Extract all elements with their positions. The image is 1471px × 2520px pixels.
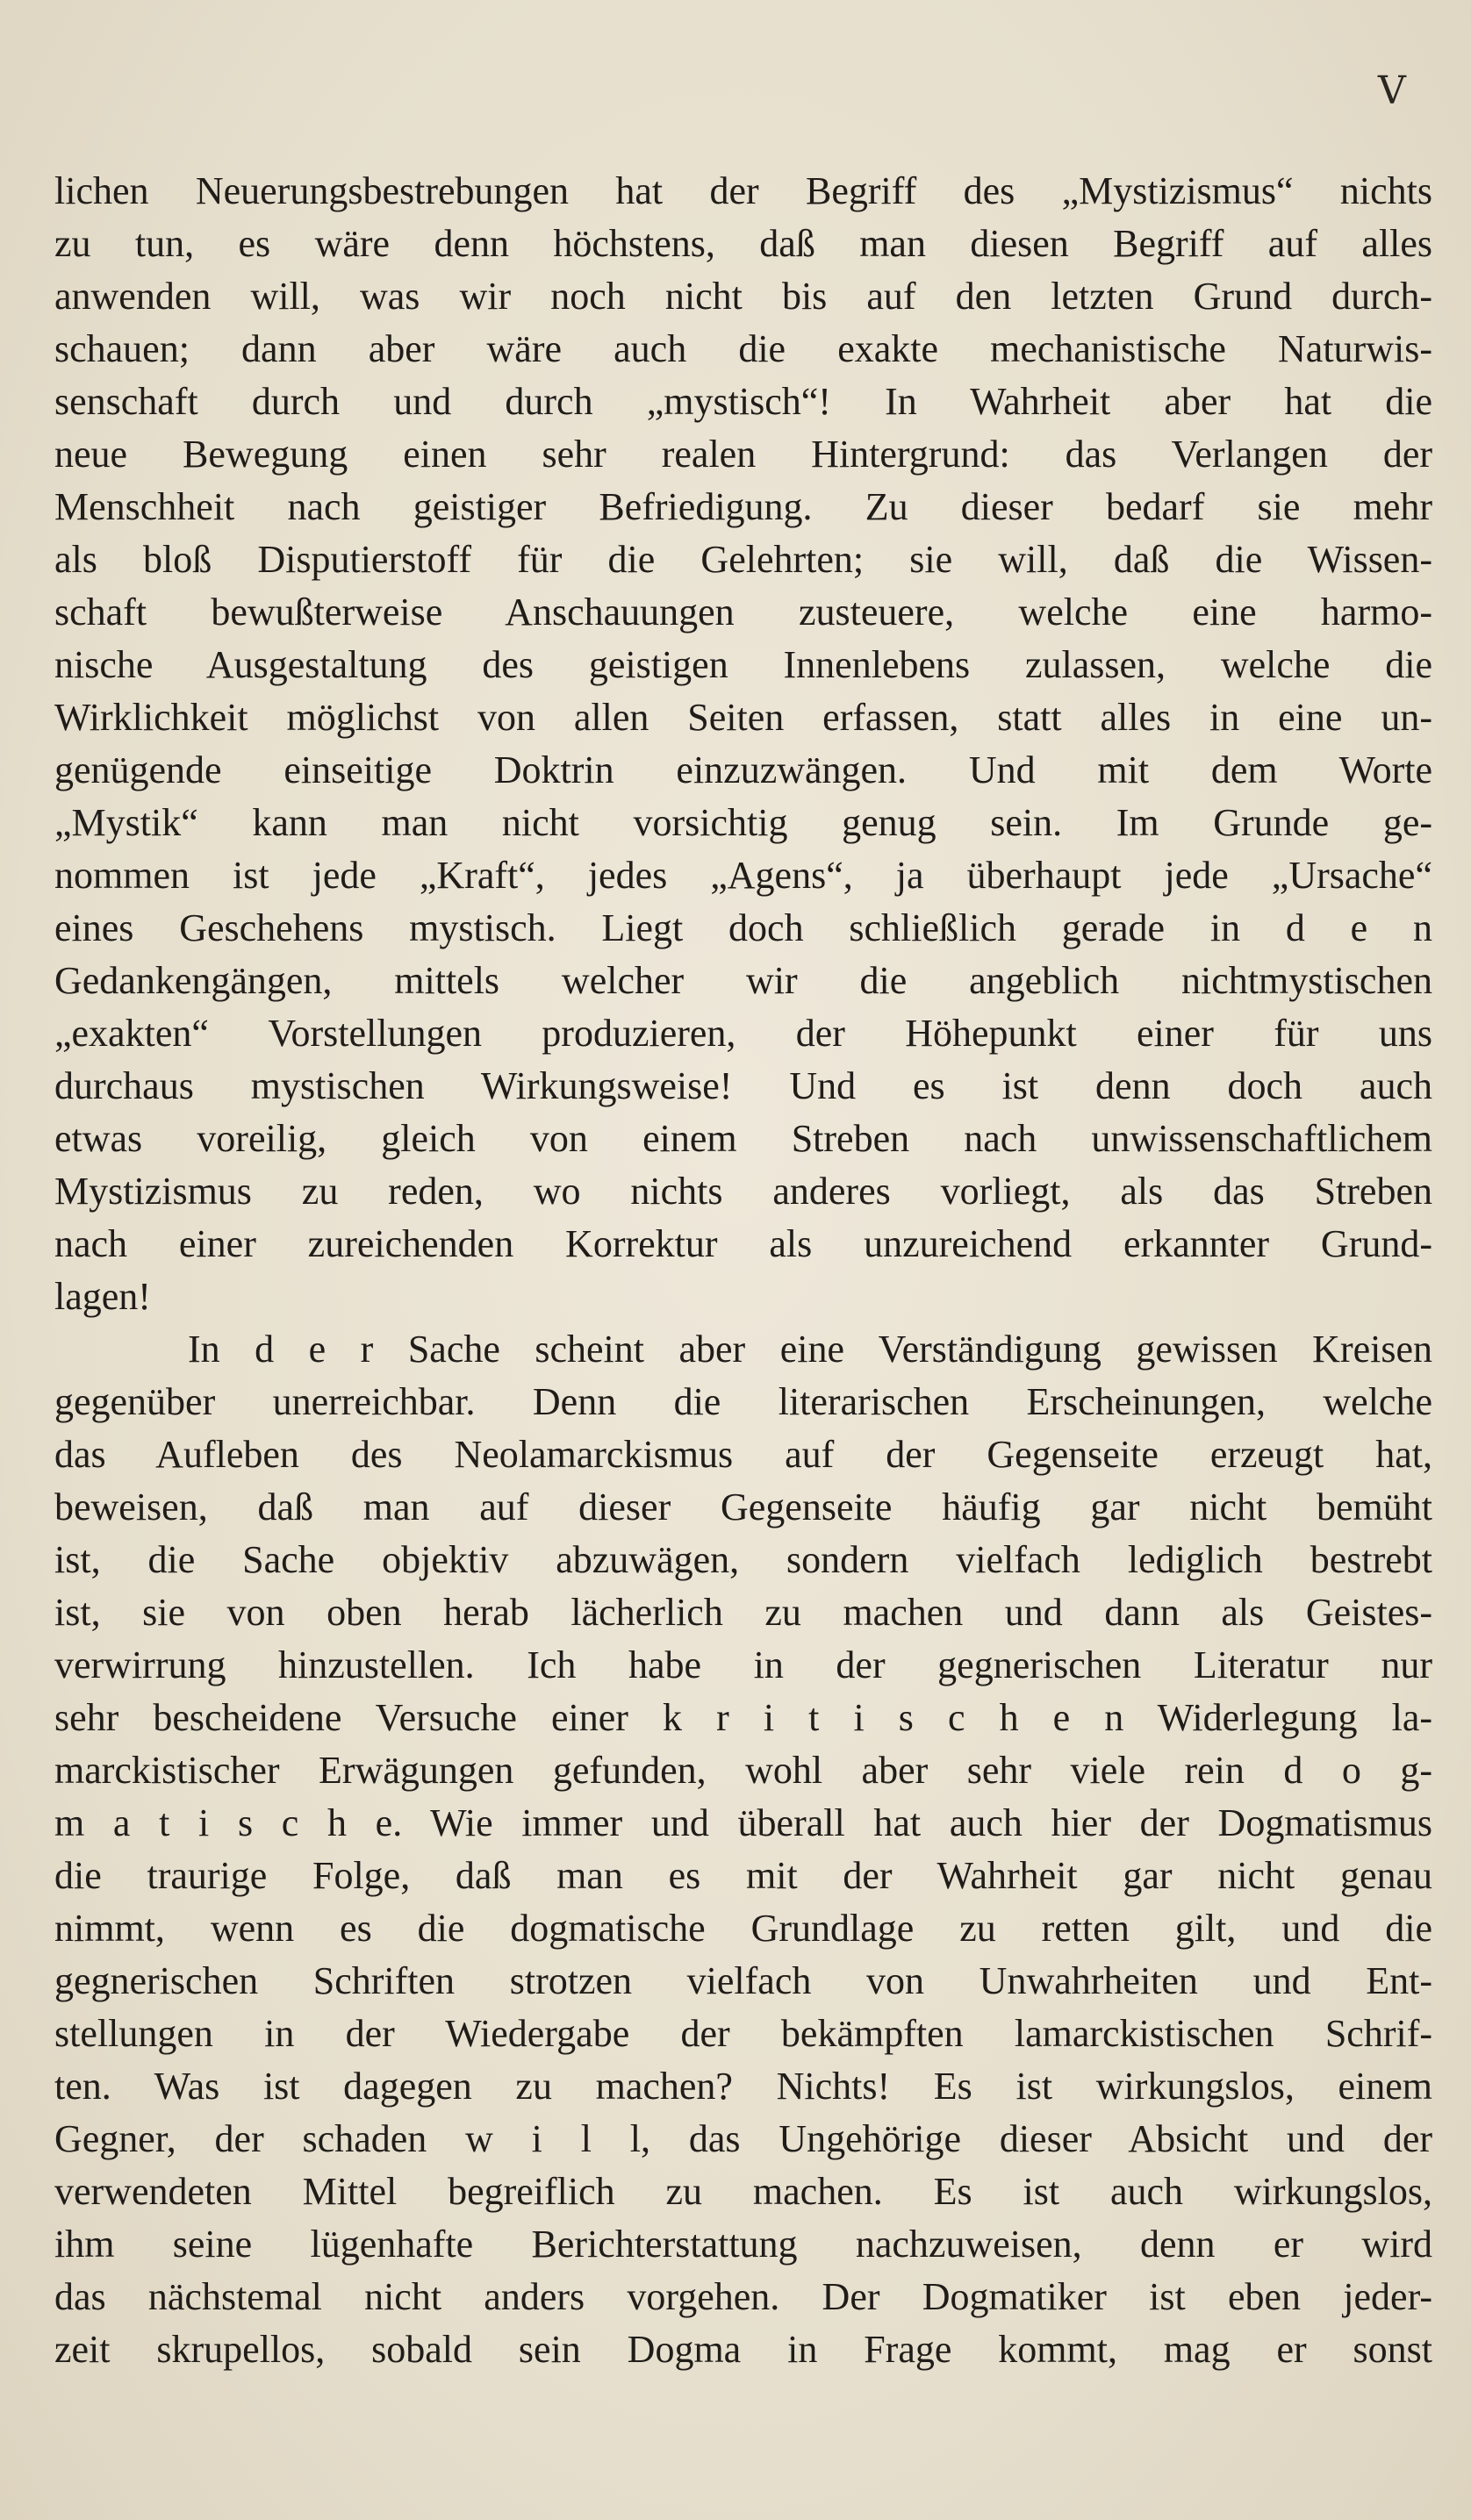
- paragraph-end-line: lagen!: [54, 1275, 151, 1318]
- text-line: das Aufleben des Neolamarckismus auf der Gegenseite erzeugt hat,: [54, 1433, 1432, 1476]
- text-line: schaft bewußterweise Anschauungen zusteuere, welche eine harmo-: [54, 591, 1432, 634]
- text-line: neue Bewegung einen sehr realen Hintergrund: das Verlangen der: [54, 433, 1432, 476]
- text-line: marckistischer Erwägungen gefunden, wohl aber sehr viele rein d o g-: [54, 1749, 1432, 1792]
- text-line: ist, sie von oben herab lächerlich zu machen und dann als Geistes-: [54, 1591, 1432, 1634]
- text-line: nische Ausgestaltung des geistigen Innenlebens zulassen, welche die: [54, 643, 1432, 686]
- text-line: Gegner, der schaden w i l l, das Ungehörige dieser Absicht und der: [54, 2117, 1432, 2160]
- text-line: beweisen, daß man auf dieser Gegenseite häufig gar nicht bemüht: [54, 1486, 1432, 1528]
- page-number: V: [1378, 68, 1406, 113]
- text-line: verwirrung hinzustellen. Ich habe in der gegnerischen Literatur nur: [54, 1643, 1432, 1686]
- text-line: etwas voreilig, gleich von einem Streben nach unwissenschaftlichem: [54, 1117, 1432, 1160]
- text-line: Mystizismus zu reden, wo nichts anderes vorliegt, als das Streben: [54, 1170, 1432, 1213]
- text-line: genügende einseitige Doktrin einzuzwängen. Und mit dem Worte: [54, 748, 1432, 791]
- text-line: die traurige Folge, daß man es mit der Wahrheit gar nicht genau: [54, 1854, 1432, 1897]
- text-line: nommen ist jede „Kraft“, jedes „Agens“, ja überhaupt jede „Ursache“: [54, 854, 1432, 897]
- text-line: senschaft durch und durch „mystisch“! In Wahrheit aber hat die: [54, 380, 1432, 423]
- text-line: „Mystik“ kann man nicht vorsichtig genug sein. Im Grunde ge-: [54, 801, 1432, 844]
- text-line: schauen; dann aber wäre auch die exakte mechanistische Naturwis-: [54, 327, 1432, 370]
- text-line: lichen Neuerungsbestrebungen hat der Begriff des „Mystizismus“ nichts: [54, 169, 1432, 212]
- text-line: nimmt, wenn es die dogmatische Grundlage zu retten gilt, und die: [54, 1907, 1432, 1950]
- text-line: als bloß Disputierstoff für die Gelehrten; sie will, daß die Wissen-: [54, 538, 1432, 581]
- text-line: Wirklichkeit möglichst von allen Seiten erfassen, statt alles in eine un-: [54, 696, 1432, 739]
- text-line: das nächstemal nicht anders vorgehen. Der Dogmatiker ist eben jeder-: [54, 2275, 1432, 2318]
- text-line: ihm seine lügenhafte Berichterstattung nachzuweisen, denn er wird: [54, 2223, 1432, 2266]
- text-line: „exakten“ Vorstellungen produzieren, der Höhepunkt einer für uns: [54, 1012, 1432, 1055]
- text-line: m a t i s c h e. Wie immer und überall hat auch hier der Dogmatismus: [54, 1801, 1432, 1844]
- text-line: zu tun, es wäre denn höchstens, daß man diesen Begriff auf alles: [54, 222, 1432, 265]
- text-line: sehr bescheidene Versuche einer k r i t i s c h e n Widerlegung la-: [54, 1696, 1432, 1739]
- text-line: anwenden will, was wir noch nicht bis auf den letzten Grund durch-: [54, 275, 1432, 318]
- text-line: verwendeten Mittel begreiflich zu machen. Es ist auch wirkungslos,: [54, 2170, 1432, 2213]
- text-line: eines Geschehens mystisch. Liegt doch schließlich gerade in d e n: [54, 906, 1432, 949]
- text-line: Gedankengängen, mittels welcher wir die angeblich nichtmystischen: [54, 959, 1432, 1002]
- text-line: Menschheit nach geistiger Befriedigung. Zu dieser bedarf sie mehr: [54, 485, 1432, 528]
- text-line: durchaus mystischen Wirkungsweise! Und es ist denn doch auch: [54, 1064, 1432, 1107]
- text-line: gegenüber unerreichbar. Denn die literarischen Erscheinungen, welche: [54, 1380, 1432, 1423]
- text-line: gegnerischen Schriften strotzen vielfach von Unwahrheiten und Ent-: [54, 1959, 1432, 2002]
- paragraph-start-line: In d e r Sache scheint aber eine Verständigung gewissen Kreisen: [188, 1328, 1432, 1371]
- text-line: ten. Was ist dagegen zu machen? Nichts! Es ist wirkungslos, einem: [54, 2065, 1432, 2108]
- text-line: ist, die Sache objektiv abzuwägen, sondern vielfach lediglich bestrebt: [54, 1538, 1432, 1581]
- body-text: [54, 165, 1432, 2376]
- text-line: zeit skrupellos, sobald sein Dogma in Frage kommt, mag er sonst: [54, 2328, 1432, 2371]
- text-line: nach einer zureichenden Korrektur als unzureichend erkannter Grund-: [54, 1222, 1432, 1265]
- text-line: stellungen in der Wiedergabe der bekämpften lamarckistischen Schrif-: [54, 2012, 1432, 2055]
